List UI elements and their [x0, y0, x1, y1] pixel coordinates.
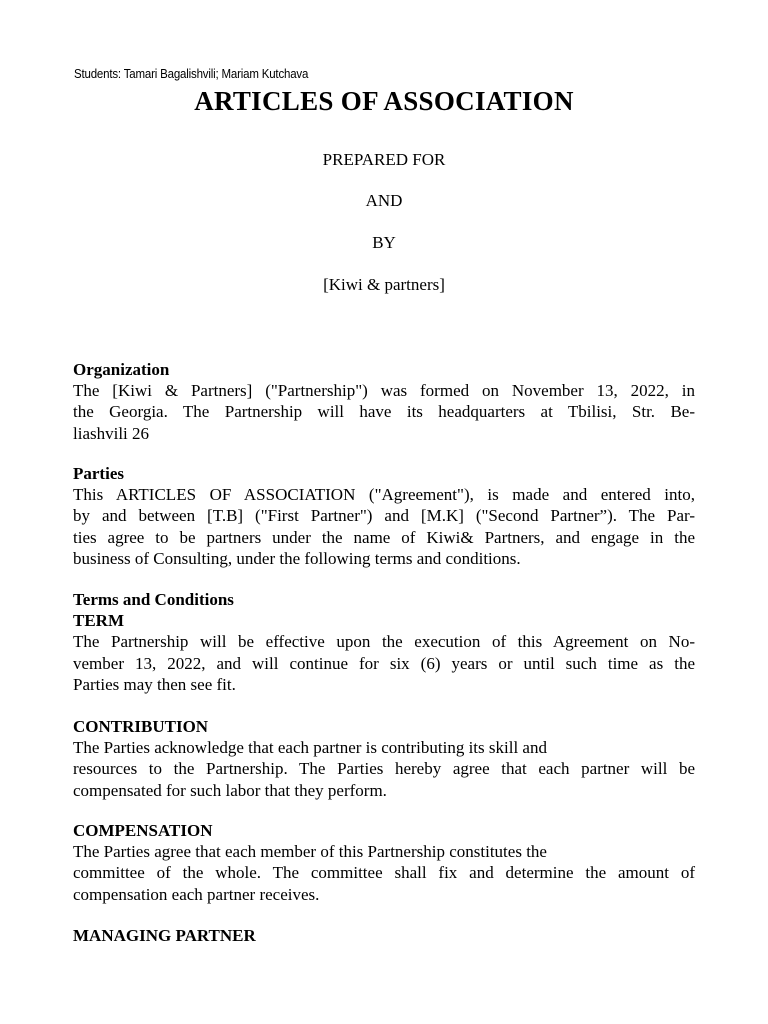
students-line: Students: Tamari Bagalishvili; Mariam Kutchava [74, 67, 309, 81]
by-line: BY [372, 233, 396, 252]
section-heading-contribution: CONTRIBUTION [73, 717, 209, 736]
prepared-for-line: PREPARED FOR [322, 150, 446, 169]
paragraph-line: The Partnership will be effective upon the execution of this Agreement on No- [73, 632, 695, 652]
paragraph-line: vember 13, 2022, and will continue for six (6) years or until such time as the [73, 653, 695, 673]
section-parties [73, 463, 695, 569]
section-heading-compensation: COMPENSATION [73, 821, 213, 840]
paragraph-line: the Georgia. The Partnership will have its headquarters at Tbilisi, Str. Be- [73, 402, 695, 422]
paragraph-line: business of Consulting, under the following terms and conditions. [73, 548, 521, 568]
section-contribution [73, 716, 695, 801]
paragraph-line: committee of the whole. The committee shall fix and determine the amount of [73, 863, 695, 883]
section-organization [73, 359, 695, 444]
paragraph-line: resources to the Partnership. The Parties hereby agree that each partner will be [73, 759, 695, 779]
section-managing-partner [73, 925, 695, 946]
section-heading-parties: Parties [73, 464, 124, 483]
section-terms-and-conditions [73, 589, 695, 695]
section-heading-terms: Terms and Conditions [73, 590, 234, 609]
paragraph-line: by and between [T.B] ("First Partner") and [M.K] ("Second Partner”). The Par- [73, 506, 695, 526]
paragraph-line: ties agree to be partners under the name of Kiwi& Partners, and engage in the [73, 527, 695, 547]
paragraph-line: compensated for such labor that they perform. [73, 780, 387, 800]
paragraph-line: The Parties agree that each member of this Partnership constitutes the [73, 842, 547, 862]
paragraph-line: liashvili 26 [73, 423, 150, 443]
section-compensation [73, 820, 695, 905]
company-name-line: [Kiwi & partners] [323, 275, 445, 294]
section-heading-organization: Organization [73, 360, 170, 379]
paragraph-line: The Parties acknowledge that each partner is contributing its skill and [73, 738, 547, 758]
paragraph-line: The [Kiwi & Partners] ("Partnership") was formed on November 13, 2022, in [73, 381, 695, 401]
section-heading-managing-partner: MANAGING PARTNER [73, 926, 256, 945]
paragraph-line: compensation each partner receives. [73, 884, 320, 904]
document-title: ARTICLES OF ASSOCIATION [194, 86, 574, 116]
and-line: AND [365, 191, 403, 210]
paragraph-line: Parties may then see fit. [73, 674, 236, 694]
subheading-term: TERM [73, 611, 124, 631]
paragraph-line: This ARTICLES OF ASSOCIATION ("Agreement"), is made and entered into, [73, 485, 695, 505]
